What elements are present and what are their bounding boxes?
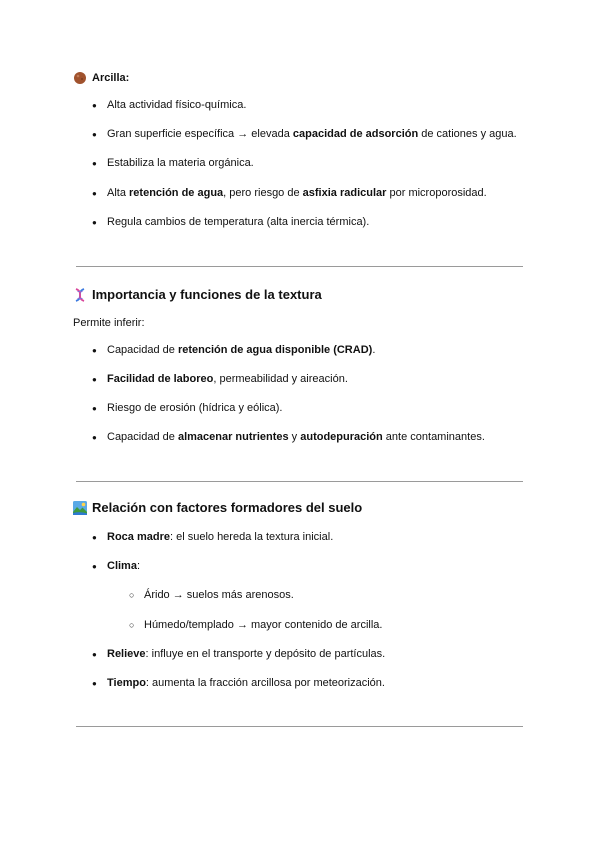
section-heading-importancia (73, 287, 322, 302)
landscape-icon (73, 501, 87, 515)
section-title: Relación con factores formadores del suelo (92, 500, 363, 515)
document-page: Arcilla: Alta actividad físico-química. Gran superficie específica → elevada capacidad de adsorción de cationes y agua. Estabiliza la materia orgánica. Alta retención de agua, pero riesgo de asfixia radicular por microporosidad. Regula cambios de temperatura (alta inercia térmica). Importancia y funciones de la textura Permite inferir: Capacidad de retención de agua disponible (CRAD). Facilidad de laboreo, permeabilidad y aireación. Riesgo de erosión (hídrica y eólica). Capacidad de almacenar nutrientes y autodepuración ante contaminantes. Relación con factores formadores del suelo Roca madre: el suelo hereda la textura inicial. Clima: Árido → suelos más arenosos. Húmedo/templado → mayor contenido de arcilla. Relieve: influye en el transporte y depósito de partículas. Tiempo: aumenta la fracción arcillosa por meteorización. (0, 0, 600, 848)
section-title: Importancia y funciones de la textura (92, 287, 322, 302)
divider (76, 481, 523, 482)
intro-text: Permite inferir: (73, 317, 145, 329)
section-heading-relacion (73, 500, 362, 515)
section-title: Arcilla: (92, 72, 130, 84)
dna-icon (73, 288, 87, 302)
section-heading-arcilla (73, 71, 129, 85)
divider (76, 726, 523, 727)
brown-circle-icon (73, 71, 87, 85)
divider (76, 266, 523, 267)
